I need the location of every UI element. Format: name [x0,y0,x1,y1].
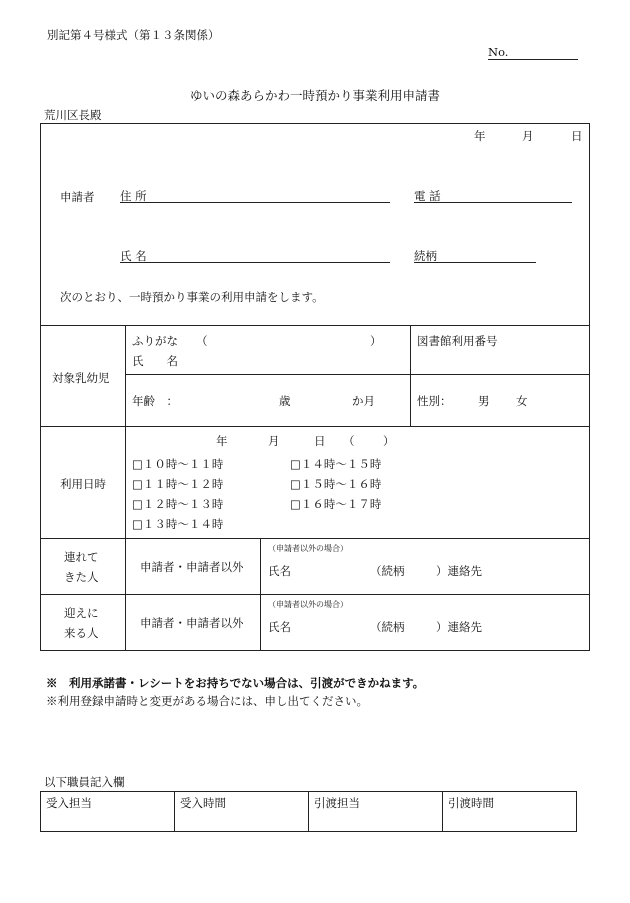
dropoff-person-choice[interactable]: 申請者・申請者以外 [140,560,244,574]
child-inner-divider [125,374,590,375]
dropoff-label-line2: きた人 [64,570,99,584]
usage-weekday-open: （ [343,434,355,448]
address-field[interactable] [120,188,390,203]
time-slot-checkbox[interactable]: □１１時～１２時 [132,477,224,491]
library-number-label: 図書館利用番号 [417,334,498,348]
gender-label: 性別： [417,394,452,408]
staff-column-header[interactable]: 引渡担当 [314,796,360,810]
form-reference: 別記第４号様式（第１３条関係） [47,28,220,42]
usage-month-label: 月 [268,434,280,448]
child-name-label: 氏 名 [132,354,178,368]
applicant-name-label: 氏 名 [120,249,147,263]
date-day-label: 日 [571,129,583,143]
age-label: 年齢 ： [132,394,178,408]
child-inner-divider [410,325,411,426]
pickup-contact-label: ）連絡先 [436,620,482,634]
relation-label: 続柄 [414,249,437,263]
gender-female-option[interactable]: 女 [516,394,528,408]
document-number-label: No. [488,45,509,59]
gender-male-option[interactable]: 男 [478,394,490,408]
furigana-input[interactable] [210,331,370,347]
usage-label: 利用日時 [60,477,106,491]
time-slot-checkbox[interactable]: □１５時～１６時 [290,477,382,491]
usage-year-label: 年 [216,434,228,448]
pickup-label-line1: 迎えに [64,606,99,620]
receipt-warning-note: ※ 利用承諾書・レシートをお持ちでない場合は、引渡ができかねます。 [46,676,425,690]
staff-column-divider [174,791,175,832]
age-months-unit: か月 [352,394,375,408]
child-label: 対象乳幼児 [52,371,110,385]
applicant-label: 申請者 [60,190,95,204]
date-month-label: 月 [522,129,534,143]
staff-column-header[interactable]: 受入担当 [46,796,92,810]
dropoff-note: （申請者以外の場合） [268,544,348,553]
staff-column-divider [308,791,309,832]
furigana-paren-close: ） [370,334,382,348]
relation-field[interactable] [414,248,536,263]
form-title: ゆいの森あらかわ一時預かり事業利用申請書 [189,88,440,103]
date-year-label: 年 [474,129,486,143]
change-notice-note: ※利用登録申請時と変更がある場合には、申し出てください。 [46,694,368,708]
staff-column-header[interactable]: 受入時間 [180,796,226,810]
pickup-note: （申請者以外の場合） [268,600,348,609]
time-slot-checkbox[interactable]: □１２時～１３時 [132,497,224,511]
document-number-field[interactable] [488,45,578,60]
pickup-name-label: 氏名 [268,620,291,634]
dropoff-contact-label: ）連絡先 [436,564,482,578]
time-slot-checkbox[interactable]: □１０時～１１時 [132,457,224,471]
furigana-paren-open: （ [196,334,208,348]
age-years-unit: 歳 [279,394,291,408]
person-inner-divider [260,538,261,651]
row-divider [40,538,590,539]
dropoff-relation-label: （続柄 [370,564,405,578]
time-slot-checkbox[interactable]: □１３時～１４時 [132,517,224,531]
staff-section-heading: 以下職員記入欄 [44,775,125,789]
staff-column-header[interactable]: 引渡時間 [448,796,494,810]
row-divider [40,426,590,427]
usage-weekday-close: ） [383,434,395,448]
addressee: 荒川区長殿 [44,108,102,122]
pickup-person-choice[interactable]: 申請者・申請者以外 [140,616,244,630]
application-statement: 次のとおり、一時預かり事業の利用申請をします。 [60,290,324,304]
staff-column-divider [442,791,443,832]
time-slot-checkbox[interactable]: □１４時～１５時 [290,457,382,471]
dropoff-label-line1: 連れて [64,550,99,564]
pickup-label-line2: 来る人 [64,626,99,640]
pickup-relation-label: （続柄 [370,620,405,634]
address-label: 住 所 [120,189,147,203]
row-divider [40,594,590,595]
dropoff-name-label: 氏名 [268,564,291,578]
phone-field[interactable] [414,188,572,203]
time-slot-checkbox[interactable]: □１６時～１７時 [290,497,382,511]
phone-label: 電 話 [414,189,441,203]
usage-day-label: 日 [314,434,326,448]
furigana-label: ふりがな [132,334,178,348]
applicant-name-field[interactable] [120,248,390,263]
